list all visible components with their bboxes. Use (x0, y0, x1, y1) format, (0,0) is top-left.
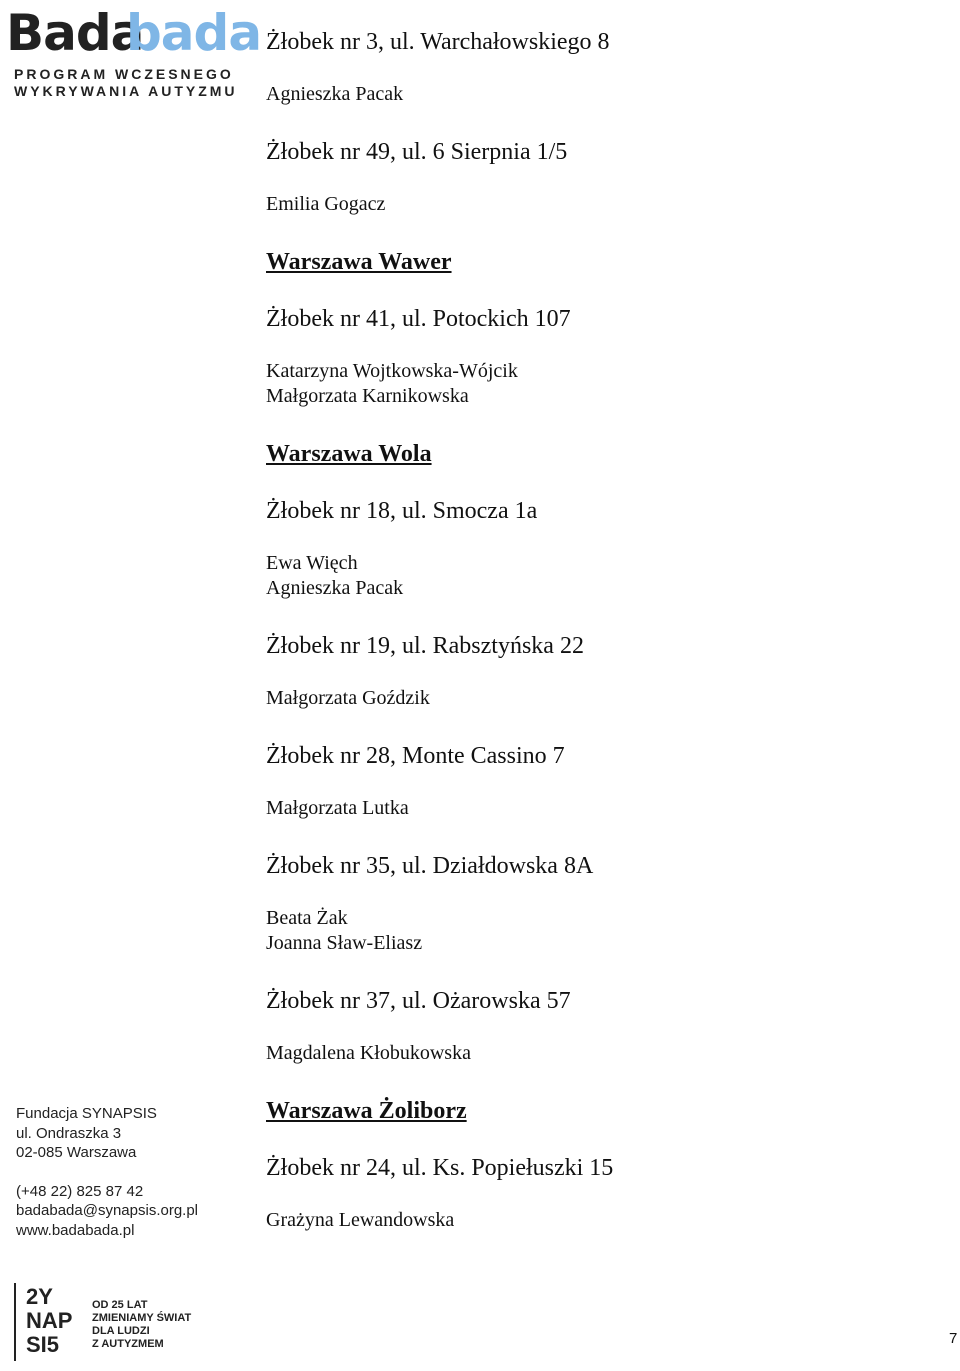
synapsis-logo-bar (14, 1283, 16, 1361)
nursery-address: Żłobek nr 24, ul. Ks. Popiełuszki 15 (266, 1155, 614, 1181)
logo-wordmark (6, 4, 262, 66)
nursery-address: Żłobek nr 49, ul. 6 Sierpnia 1/5 (266, 139, 568, 165)
synapsis-mark-line1: 2Y (26, 1284, 53, 1309)
contact-person: Małgorzata Lutka (266, 797, 409, 819)
synapsis-tagline-line1: OD 25 LAT (92, 1299, 148, 1311)
synapsis-tagline-line3: DLA LUDZI (92, 1325, 150, 1337)
contact-spacer (16, 1163, 198, 1182)
nursery-address: Żłobek nr 28, Monte Cassino 7 (266, 743, 565, 769)
contact-email: badabada@synapsis.org.pl (16, 1202, 199, 1219)
contact-person: Joanna Sław-Eliasz (266, 932, 423, 954)
nursery-address: Żłobek nr 37, ul. Ożarowska 57 (266, 988, 571, 1014)
synapsis-tagline-line4: Z AUTYZMEM (92, 1338, 164, 1350)
synapsis-mark (26, 1285, 72, 1357)
district-heading: Warszawa Wola (266, 441, 432, 467)
nursery-address: Żłobek nr 19, ul. Rabsztyńska 22 (266, 633, 584, 659)
nursery-address: Żłobek nr 41, ul. Potockich 107 (266, 306, 571, 332)
synapsis-logo (14, 1283, 214, 1363)
synapsis-mark-line3: SI5 (26, 1332, 60, 1357)
contact-person: Magdalena Kłobukowska (266, 1042, 471, 1064)
contact-person: Beata Żak (266, 907, 348, 929)
contact-postal: 02-085 Warszawa (16, 1144, 137, 1161)
contact-website: www.badabada.pl (16, 1221, 135, 1239)
nursery-address: Żłobek nr 3, ul. Warchałowskiego 8 (266, 29, 610, 55)
synapsis-mark-line2: NAP (26, 1308, 73, 1333)
synapsis-tagline-line2: ZMIENIAMY ŚWIAT (92, 1312, 192, 1324)
contact-person: Agnieszka Pacak (266, 83, 404, 105)
contact-person: Emilia Gogacz (266, 193, 386, 215)
logo-word-part2: bada (126, 4, 262, 62)
contact-person: Grażyna Lewandowska (266, 1209, 455, 1231)
contact-phone: (+48 22) 825 87 42 (16, 1182, 144, 1200)
contact-street: ul. Ondraszka 3 (16, 1124, 122, 1142)
logo-subtitle-line1: PROGRAM WCZESNEGO (14, 66, 234, 82)
contact-block (16, 1104, 198, 1240)
nursery-list (266, 27, 946, 1233)
contact-person: Ewa Więch (266, 552, 358, 574)
nursery-address: Żłobek nr 35, ul. Działdowska 8A (266, 853, 594, 879)
contact-person: Małgorzata Goździk (266, 687, 430, 709)
contact-person: Agnieszka Pacak (266, 577, 404, 599)
contact-person: Katarzyna Wojtkowska-Wójcik (266, 360, 518, 382)
page-number: 7 (949, 1330, 958, 1347)
contact-person: Małgorzata Karnikowska (266, 385, 469, 407)
contact-org: Fundacja SYNAPSIS (16, 1105, 157, 1122)
district-heading: Warszawa Wawer (266, 249, 452, 275)
nursery-address: Żłobek nr 18, ul. Smocza 1a (266, 498, 538, 524)
logo-subtitle-line2: WYKRYWANIA AUTYZMU (14, 83, 238, 99)
district-heading: Warszawa Żoliborz (266, 1098, 467, 1124)
logo-word-part1: Bada (6, 4, 144, 62)
synapsis-tagline (92, 1299, 191, 1351)
badabada-logo (6, 4, 262, 100)
